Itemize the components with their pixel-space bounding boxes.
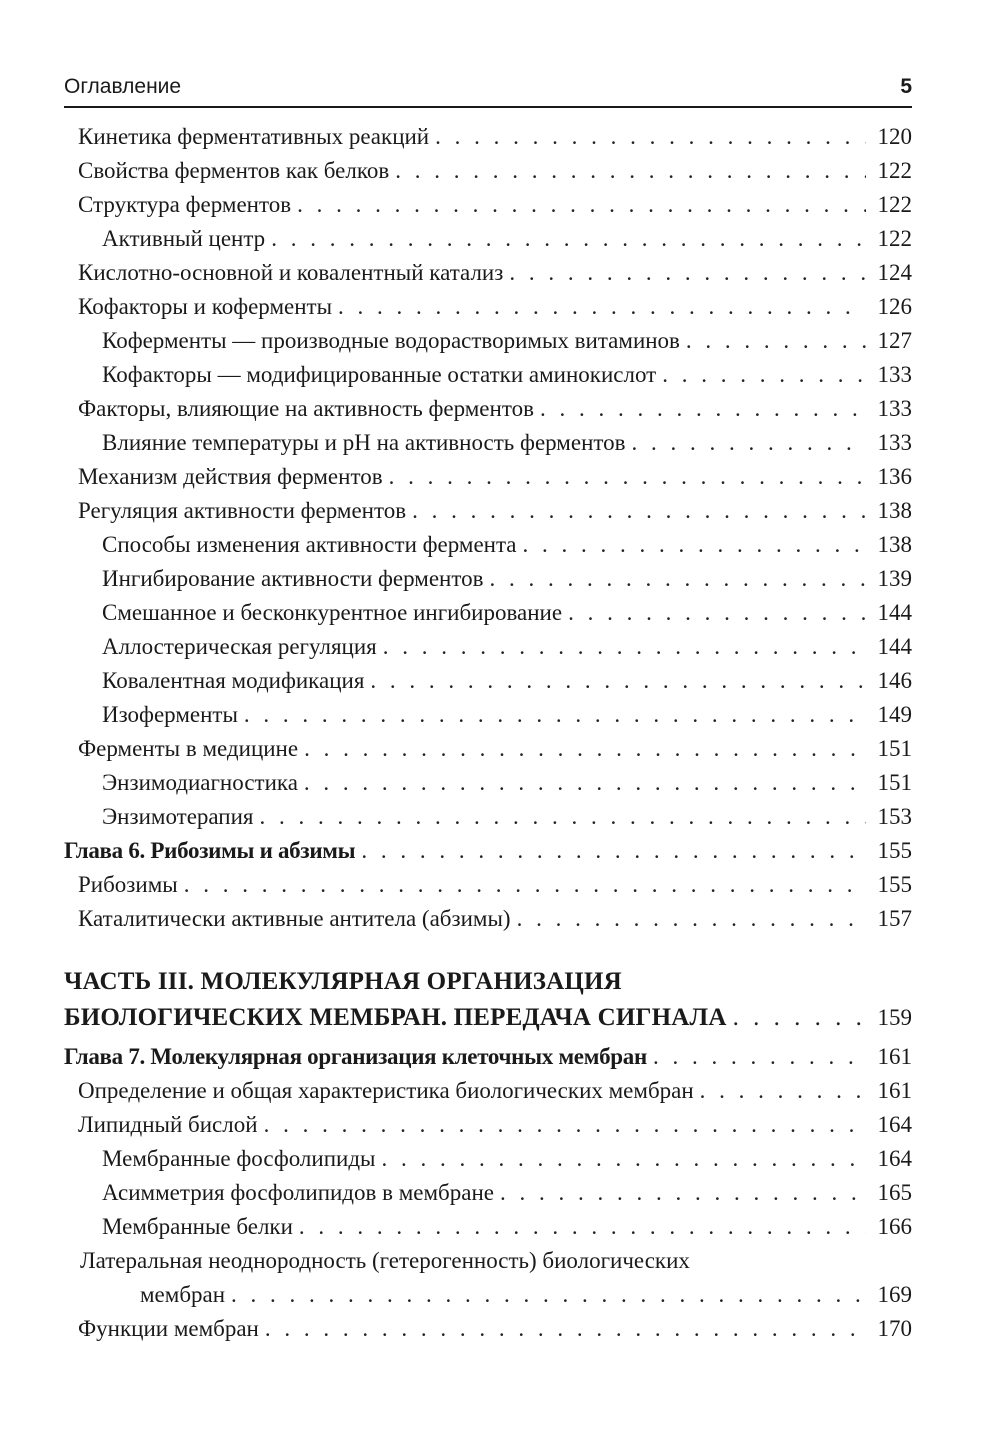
toc-entry-page: 165 (877, 1180, 912, 1205)
part-page: 159 (877, 1005, 912, 1030)
toc-entry-title: Коферменты — производные водорастворимых витаминов (102, 328, 680, 353)
wrapped-entry-page: 169 (877, 1282, 912, 1307)
toc-entries-group-b (64, 1044, 912, 1248)
toc-entry-part[interactable] (64, 1004, 912, 1044)
toc-entry[interactable] (64, 1214, 912, 1248)
toc-entry-page: 166 (877, 1214, 912, 1239)
leader-dots (304, 736, 866, 762)
leader-dots (271, 226, 866, 252)
toc-entry[interactable] (64, 464, 912, 498)
leader-dots (517, 906, 866, 932)
toc-entry-chapter[interactable] (64, 1044, 912, 1078)
leader-dots (435, 124, 866, 150)
toc-entry-title: Ковалентная модификация (102, 668, 365, 693)
toc-entry[interactable] (64, 498, 912, 532)
toc-entry-title: Активный центр (102, 226, 266, 251)
toc-entries-group-a (64, 124, 912, 940)
toc-entry-page: 133 (877, 396, 912, 421)
toc-entry[interactable] (64, 328, 912, 362)
leader-dots (231, 1282, 866, 1308)
header-title: Оглавление (64, 75, 182, 98)
leader-dots (523, 532, 866, 558)
toc-entry[interactable] (64, 634, 912, 668)
leader-dots (381, 1146, 866, 1172)
toc-entry[interactable] (64, 124, 912, 158)
toc-entry-page: 149 (877, 702, 912, 727)
toc-entry-title: Глава 6. Рибозимы и абзимы (64, 838, 356, 863)
toc-entry-page: 138 (877, 498, 912, 523)
toc-entry-title: Асимметрия фосфолипидов в мембране (102, 1180, 494, 1205)
wrapped-entry-line-2[interactable] (64, 1282, 912, 1316)
toc-entry-title: Рибозимы (78, 872, 178, 897)
toc-entry[interactable] (64, 702, 912, 736)
toc-entry-page: 144 (877, 634, 912, 659)
toc-entry-page: 139 (877, 566, 912, 591)
leader-dots (265, 1316, 866, 1342)
toc-entry-page: 151 (877, 770, 912, 795)
toc-entry-page: 170 (877, 1316, 912, 1341)
leader-dots (412, 498, 866, 524)
part-title-text-2: БИОЛОГИЧЕСКИХ МЕМБРАН. ПЕРЕДАЧА СИГНАЛА (64, 1004, 727, 1031)
leader-dots (184, 872, 866, 898)
toc-entry[interactable] (64, 770, 912, 804)
header-page-number: 5 (900, 75, 912, 98)
toc-entry-title: Энзимотерапия (102, 804, 254, 829)
leader-dots (568, 600, 866, 626)
leader-dots (653, 1044, 866, 1070)
toc-entry-title: Энзимодиагностика (102, 770, 298, 795)
toc-entry-page: 146 (877, 668, 912, 693)
toc-entry-title: Кофакторы и коферменты (78, 294, 333, 319)
leader-dots (361, 838, 866, 864)
toc-entry[interactable] (64, 906, 912, 940)
toc-entry-page: 122 (877, 158, 912, 183)
toc-entry-title: Мембранные фосфолипиды (102, 1146, 376, 1171)
toc-entry[interactable] (64, 158, 912, 192)
toc-entry[interactable] (64, 430, 912, 464)
running-header (64, 70, 912, 104)
toc-entry[interactable] (64, 1078, 912, 1112)
leader-dots (297, 192, 866, 218)
toc-entry[interactable] (64, 260, 912, 294)
toc-entry-title: Липидный бислой (78, 1112, 258, 1137)
part-title-line-1 (64, 968, 912, 1004)
wrapped-entry-text-1: Латеральная неоднородность (гетерогенность) биологических (80, 1248, 690, 1273)
leader-dots (489, 566, 866, 592)
toc-entry-title: Структура ферментов (78, 192, 292, 217)
leader-dots (389, 464, 866, 490)
leader-dots (662, 362, 866, 388)
toc-entry[interactable] (64, 566, 912, 600)
toc-entry-title: Способы изменения активности фермента (102, 532, 517, 557)
leader-dots (509, 260, 866, 286)
header-rule (64, 106, 912, 108)
toc-entry[interactable] (64, 804, 912, 838)
toc-entry-page: 161 (877, 1078, 912, 1103)
leader-dots (700, 1078, 866, 1104)
toc-entry-page: 136 (877, 464, 912, 489)
toc-entry-page: 153 (877, 804, 912, 829)
toc-entry-page: 155 (877, 872, 912, 897)
toc-entry-title: Свойства ферментов как белков (78, 158, 390, 183)
toc-entry-title: Изоферменты (102, 702, 238, 727)
leader-dots (395, 158, 866, 184)
toc-entry-title: Кофакторы — модифицированные остатки аминокислот (102, 362, 657, 387)
toc-entry[interactable] (64, 294, 912, 328)
toc-entry-page: 120 (877, 124, 912, 149)
toc-entry-page: 164 (877, 1146, 912, 1171)
toc-entry[interactable] (64, 396, 912, 430)
leader-dots (338, 294, 866, 320)
toc-entry[interactable] (64, 1112, 912, 1146)
toc-entry-title: Ферменты в медицине (78, 736, 299, 761)
toc-entry-title: Кинетика ферментативных реакций (78, 124, 430, 149)
toc-entry-page: 144 (877, 600, 912, 625)
table-of-contents (64, 124, 912, 1350)
toc-entry-title: Влияние температуры и pH на активность ферментов (102, 430, 626, 455)
toc-entry-page: 155 (877, 838, 912, 863)
leader-dots (370, 668, 866, 694)
toc-entry-title: Смешанное и бесконкурентное ингибирование (102, 600, 563, 625)
toc-entry[interactable] (64, 600, 912, 634)
toc-entry-title: Факторы, влияющие на активность ферментов (78, 396, 534, 421)
part-gap (64, 940, 912, 968)
toc-entry-title: Глава 7. Молекулярная организация клеточных мембран (64, 1044, 647, 1069)
toc-entry-page: 133 (877, 362, 912, 387)
toc-entry-page: 157 (877, 906, 912, 931)
leader-dots (383, 634, 866, 660)
toc-entry-chapter[interactable] (64, 838, 912, 872)
toc-entry-page: 133 (877, 430, 912, 455)
toc-entry[interactable] (64, 872, 912, 906)
leader-dots (632, 430, 867, 456)
toc-entry-title: Механизм действия ферментов (78, 464, 383, 489)
toc-entry-page: 122 (877, 226, 912, 251)
toc-entry-title: Мембранные белки (102, 1214, 293, 1239)
toc-entry[interactable] (64, 736, 912, 770)
leader-dots (540, 396, 866, 422)
toc-entry-page: 138 (877, 532, 912, 557)
toc-entry[interactable] (64, 362, 912, 396)
part-title-text-1: ЧАСТЬ III. МОЛЕКУЛЯРНАЯ ОРГАНИЗАЦИЯ (64, 968, 622, 995)
wrapped-entry-text-2: мембран (140, 1282, 226, 1307)
leader-dots (500, 1180, 866, 1206)
toc-entry-page: 161 (877, 1044, 912, 1069)
leader-dots (304, 770, 866, 796)
leader-dots (686, 328, 866, 354)
toc-entry-title: Каталитически активные антитела (абзимы) (78, 906, 511, 931)
leader-dots (299, 1214, 866, 1240)
toc-entry-page: 122 (877, 192, 912, 217)
toc-entry[interactable] (64, 1146, 912, 1180)
toc-entry-title: Регуляция активности ферментов (78, 498, 407, 523)
leader-dots (264, 1112, 866, 1138)
toc-entry-title: Ингибирование активности ферментов (102, 566, 484, 591)
toc-entry[interactable] (64, 668, 912, 702)
toc-entry[interactable] (64, 1316, 912, 1350)
wrapped-entry-line-1[interactable] (64, 1248, 912, 1282)
toc-entry-page: 126 (877, 294, 912, 319)
leader-dots (244, 702, 866, 728)
toc-entry-page: 124 (877, 260, 912, 285)
toc-entry[interactable] (64, 226, 912, 260)
toc-entry-title: Определение и общая характеристика биологических мембран (78, 1078, 694, 1103)
toc-entry[interactable] (64, 532, 912, 566)
leader-dots (733, 1004, 866, 1032)
toc-entry[interactable] (64, 192, 912, 226)
toc-entry-title: Аллостерическая регуляция (102, 634, 377, 659)
toc-entry-page: 127 (877, 328, 912, 353)
toc-entry-title: Кислотно-основной и ковалентный катализ (78, 260, 504, 285)
toc-entry-title: Функции мембран (78, 1316, 259, 1341)
toc-entry-page: 164 (877, 1112, 912, 1137)
toc-entry[interactable] (64, 1180, 912, 1214)
leader-dots (260, 804, 867, 830)
toc-entry-page: 151 (877, 736, 912, 761)
